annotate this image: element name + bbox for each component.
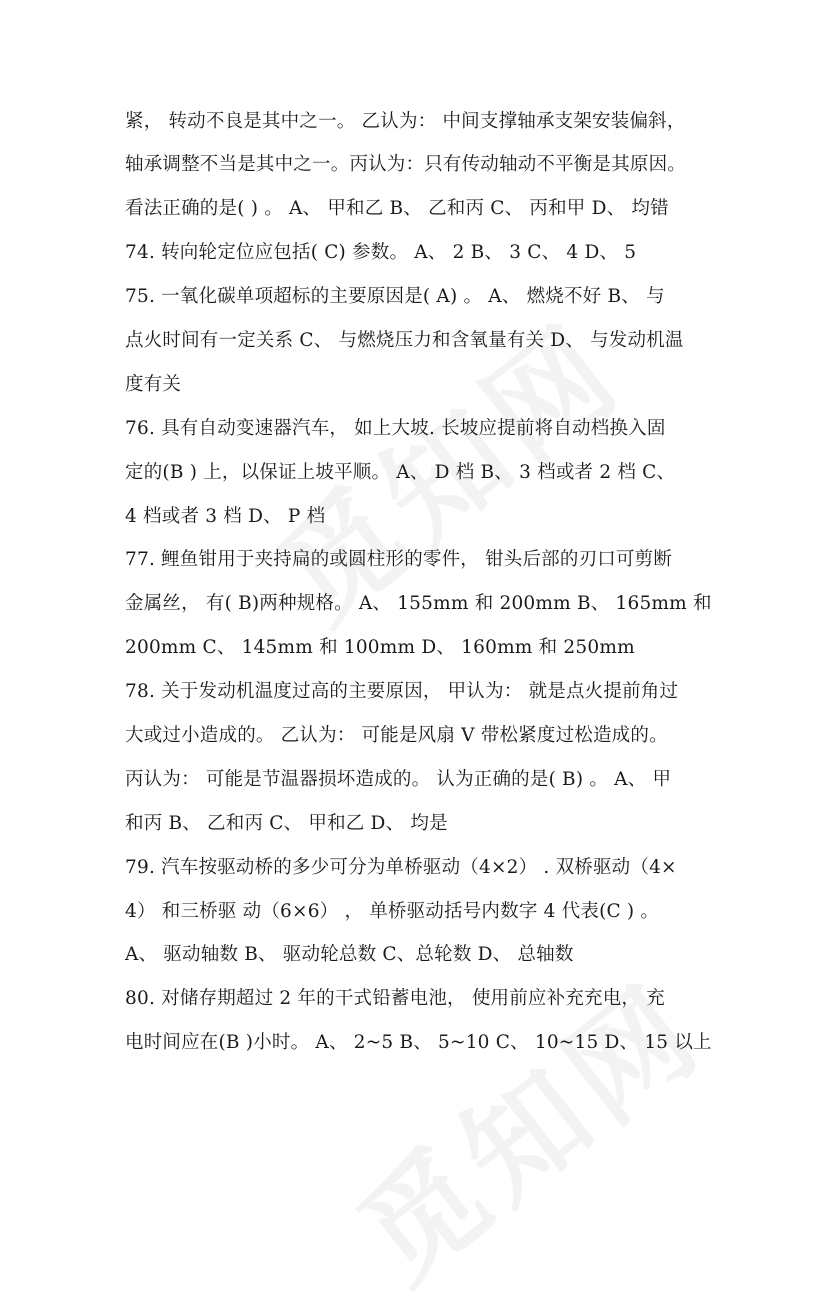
text-line: 74. 转向轮定位应包括( C) 参数。 A、 2 B、 3 C、 4 D、 5 [125, 242, 637, 263]
text-line: 金属丝， 有( B)两种规格。 A、 155mm 和 200mm B、 165mm 和 [125, 593, 712, 614]
text-line: 大或过小造成的。 乙认为： 可能是风扇 V 带松紧度过松造成的。 [125, 725, 668, 746]
text-line: 和丙 B、 乙和丙 C、 甲和乙 D、 均是 [125, 813, 448, 834]
text-line: 看法正确的是( ) 。 A、 甲和乙 B、 乙和丙 C、 丙和甲 D、 均错 [125, 198, 669, 219]
text-line: 紧， 转动不良是其中之一。 乙认为： 中间支撑轴承支架安装偏斜， [125, 111, 686, 132]
text-line: 点火时间有一定关系 C、 与燃烧压力和含氧量有关 D、 与发动机温 [125, 330, 684, 351]
text-line: 78. 关于发动机温度过高的主要原因， 甲认为： 就是点火提前角过 [125, 681, 679, 702]
text-line: 77. 鲤鱼钳用于夹持扁的或圆柱形的零件， 钳头后部的刃口可剪断 [125, 549, 673, 570]
text-line: 丙认为： 可能是节温器损坏造成的。 认为正确的是( B) 。 A、 甲 [125, 769, 672, 790]
text-line: 度有关 [125, 374, 182, 395]
text-line: 定的(B ) 上，以保证上坡平顺。 A、 D 档 B、 3 档或者 2 档 C、 [125, 462, 676, 483]
text-line: 79. 汽车按驱动桥的多少可分为单桥驱动（4×2） . 双桥驱动（4× [125, 857, 677, 878]
text-line: 电时间应在(B )小时。 A、 2~5 B、 5~10 C、 10~15 D、 15 以上 [125, 1032, 712, 1053]
text-line: 轴承调整不当是其中之一。丙认为：只有传动轴动不平衡是其原因。 [125, 154, 687, 175]
text-line: 80. 对储存期超过 2 年的干式铅蓄电池， 使用前应补充充电， 充 [125, 988, 665, 1009]
text-line: 4） 和三桥驱 动（6×6） ， 单桥驱动括号内数字 4 代表(C ) 。 [125, 901, 660, 922]
text-line: 76. 具有自动变速器汽车， 如上大坡. 长坡应提前将自动档换入固 [125, 418, 666, 439]
text-line: A、 驱动轴数 B、 驱动轮总数 C、总轮数 D、 总轴数 [125, 944, 574, 965]
text-line: 4 档或者 3 档 D、 P 档 [125, 506, 326, 527]
text-line: 200mm C、 145mm 和 100mm D、 160mm 和 250mm [125, 637, 635, 658]
text-line: 75. 一氧化碳单项超标的主要原因是( A) 。 A、 燃烧不好 B、 与 [125, 286, 665, 307]
